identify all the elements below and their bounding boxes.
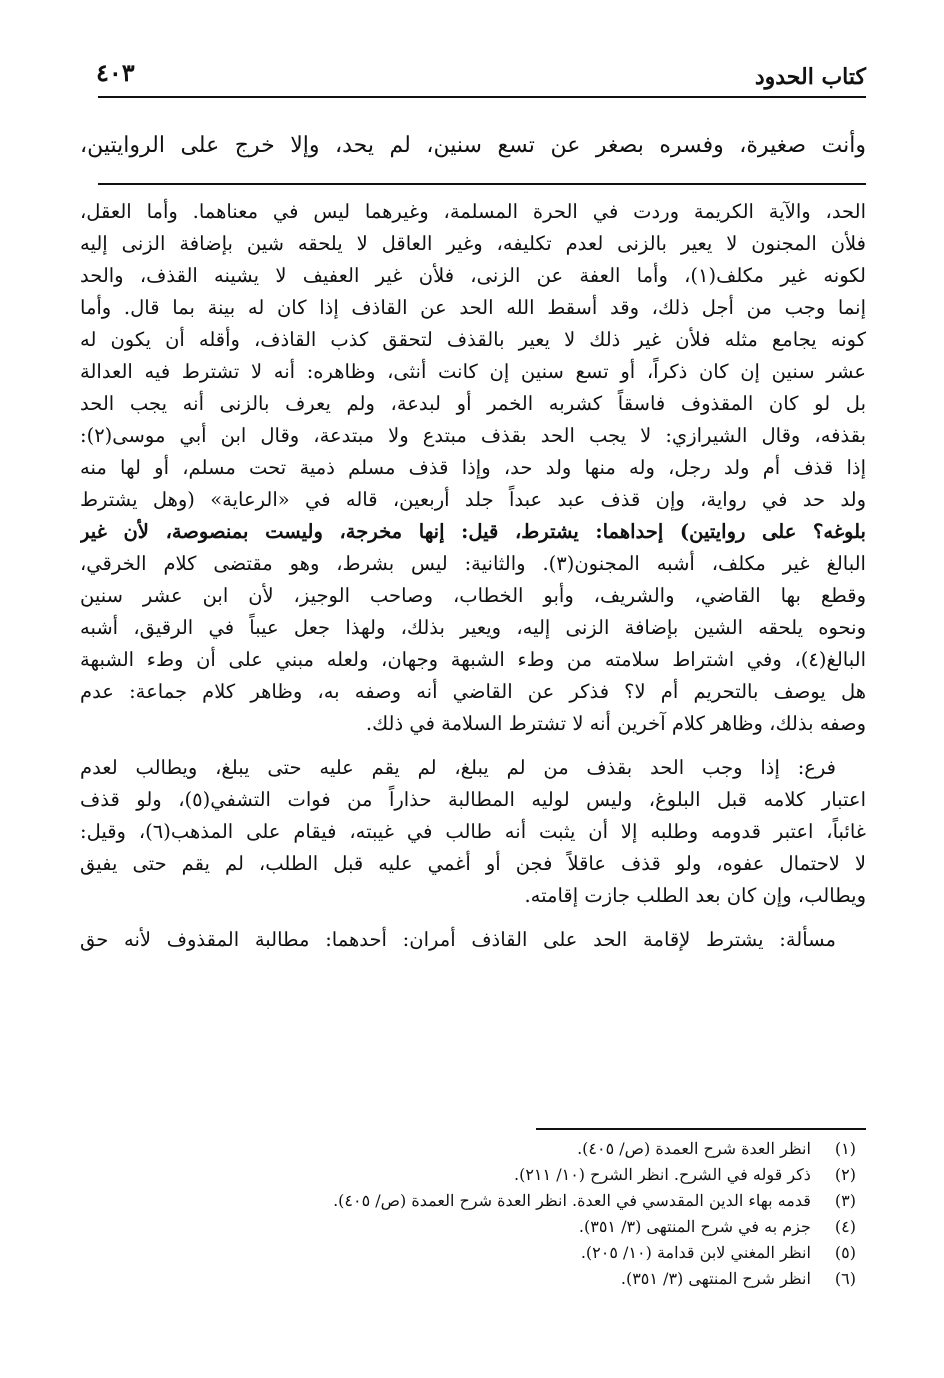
chapter-title: كتاب الحدود [754,64,866,90]
text-line: الحد، والآية الكريمة وردت في الحرة المسلمة، وغيرهما ليس في معناهما. وأما العقل، [80,200,866,223]
header-divider [98,96,866,98]
footnote [156,1214,856,1240]
text-line: البالغ غير مكلف، أشبه المجنون(٣). والثانية: ليس بشرط، وهو مقتضى كلام الخرقي، [80,552,866,575]
text-line: عشر سنين إن كان ذكراً، أو تسع سنين إن كانت أنثى، وظاهره: أنه لا تشترط فيه العدالة [80,360,866,383]
matn-divider [98,183,866,185]
footnote-text: جزم به في شرح المنتهى (٣/ ٣٥١). [578,1217,811,1236]
text-line: مسألة: يشترط لإقامة الحد على القاذف أمران: أحدهما: مطالبة المقذوف لأنه حق [80,928,836,951]
text-line: بقذفه، وقال الشيرازي: لا يجب الحد بقذف مبتدع ولا مبتدعة، وقال ابن أبي موسى(٢): [80,424,866,447]
text-line: البالغ(٤)، وفي اشتراط سلامته من وطء الشبهة وجهان، ولعله مبني على أن وطء الشبهة [80,648,866,671]
footnote-number: (٥) [834,1243,856,1262]
text-line: بلوغه؟ على روايتين) إحداهما: يشترط، قيل: إنها مخرجة، وليست بمنصوصة، لأن غير [80,520,866,543]
footnote-text: انظر العدة شرح العمدة (ص/ ٤٠٥). [577,1139,811,1158]
text-line: هل يوصف بالتحريم أم لا؟ فذكر عن القاضي أنه وصفه به، وظاهر كلام جماعة: عدم [80,680,866,703]
footnote [156,1188,856,1214]
text-line: اعتبار كلامه قبل البلوغ، وليس لوليه المطالبة حذاراً من فوات التشفي(٥)، ولو قذف [80,788,866,811]
text-line: كونه يجامع مثله فلأن غير ذلك لا يعير بالقذف لتحقق كذب القاذف، وأقله أن يكون له [80,328,866,351]
text-line: لا لاحتمال عفوه، ولو قذف عاقلاً فجن أو أغمي عليه قبل الطلب، لم يقم حتى يفيق [80,852,866,875]
footnote-text: قدمه بهاء الدين المقدسي في العدة. انظر العدة شرح العمدة (ص/ ٤٠٥). [333,1191,811,1210]
text-line: فلأن المجنون لا يعير بالزنى لعدم تكليفه، وغير العاقل لا يلحقه شين بإضافة الزنى إليه [80,232,866,255]
text-line: وصفه بذلك، وظاهر كلام آخرين أنه لا تشترط السلامة في ذلك. [365,712,866,735]
text-line: غائباً، اعتبر قدومه وطلبه إلا أن يثبت أنه طالب في غيبته، فيقام على المذهب(٦)، وقيل: [80,820,866,843]
footnote-number: (٣) [834,1191,856,1210]
footnote [156,1266,856,1292]
footnote-text: انظر المغني لابن قدامة (١٠/ ٢٠٥). [580,1243,811,1262]
matn-line: وأنت صغيرة، وفسره بصغر عن تسع سنين، لم يحد، وإلا خرج على الروايتين، [80,133,866,158]
footnote [156,1162,856,1188]
footnote-number: (١) [834,1139,856,1158]
text-line: ويطالب، وإن كان بعد الطلب جازت إقامته. [524,884,866,907]
commentary-body [80,196,866,956]
text-line: ونحوه يلحقه الشين بإضافة الزنى إليه، ويعير بذلك، ولهذا جعل عيباً في الرقيق، أشبه [80,616,866,639]
footnote-divider [536,1128,866,1130]
text-line: لكونه غير مكلف(١)، وأما العفة عن الزنى، فلأن غير العفيف لا يشينه القذف، والحد [80,264,866,287]
text-line: فرع: إذا وجب الحد بقذف من لم يبلغ، لم يقم عليه حتى يبلغ، ويطالب لعدم [80,756,836,779]
footnote-number: (٦) [834,1269,856,1288]
footnote [156,1240,856,1266]
text-line: بل لو كان المقذوف فاسقاً كشربه الخمر أو لبدعة، ولم يعرف بالزنى أنه يجب الحد [80,392,866,415]
page-header [96,58,866,98]
page-number: ٤٠٣ [96,58,135,87]
footnote [156,1136,856,1162]
text-line: وقطع بها القاضي، والشريف، وأبو الخطاب، وصاحب الوجيز، لأن ابن عشر سنين [80,584,866,607]
footnote-number: (٤) [834,1217,856,1236]
footnote-number: (٢) [834,1165,856,1184]
footnote-text: انظر شرح المنتهى (٣/ ٣٥١). [620,1269,811,1288]
text-line: إنما وجب من أجل ذلك، وقد أسقط الله الحد عن القاذف إذا كان له بينة بما قال. وأما [80,296,866,319]
text-line: إذا قذف أم ولد رجل، وله منها ولد حد، وإذا قذف مسلم ذمية تحت مسلم، أو لها منه [80,456,866,479]
footnotes [156,1136,856,1292]
footnote-text: ذكر قوله في الشرح. انظر الشرح (١٠/ ٢١١). [514,1165,811,1184]
text-line: ولد حد في رواية، وإن قذف عبد عبداً جلد أربعين، قاله في «الرعاية» (وهل يشترط [80,488,866,511]
